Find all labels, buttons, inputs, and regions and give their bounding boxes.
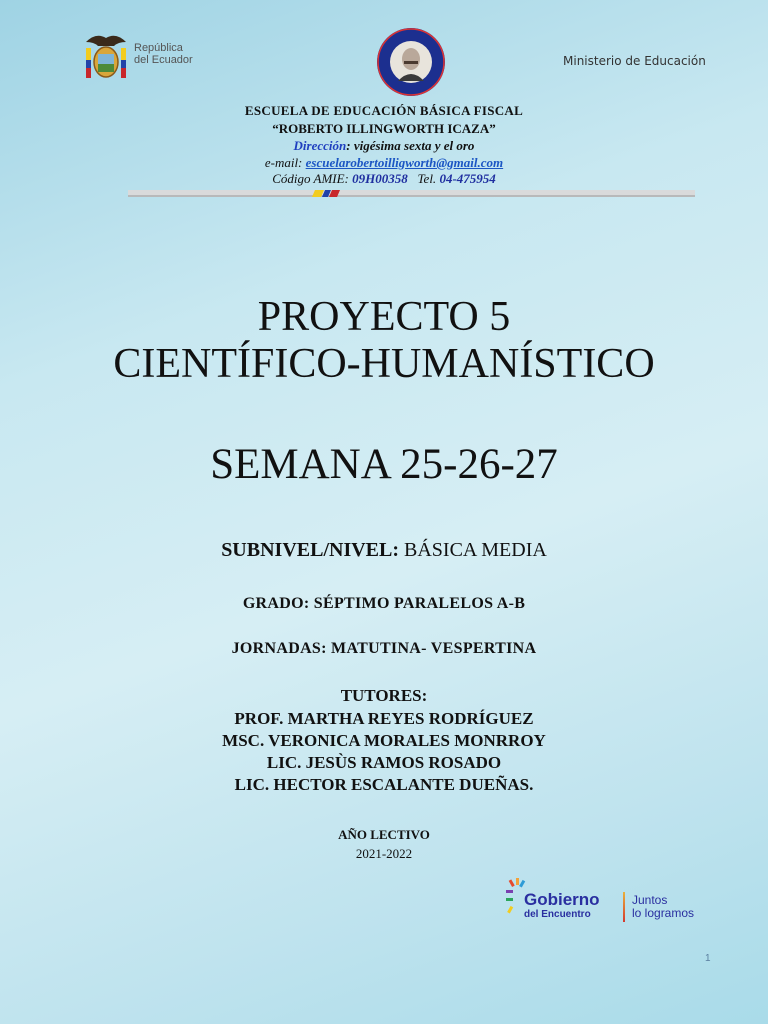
subnivel-label: SUBNIVEL/NIVEL:	[221, 539, 400, 561]
email-line	[0, 155, 768, 171]
tel-label: Tel.	[417, 171, 440, 186]
tutor-name: LIC. JESÙS RAMOS ROSADO	[266, 753, 502, 772]
ecuador-republic-logo	[82, 30, 222, 86]
ministry-label: Ministerio de Educación	[563, 54, 706, 68]
school-seal-icon	[376, 27, 446, 97]
direction-label: Dirección	[293, 138, 347, 153]
week-title: SEMANA 25-26-27	[210, 441, 558, 488]
page-number: 1	[705, 953, 711, 964]
school-name-2: “ROBERTO ILLINGWORTH ICAZA”	[272, 121, 496, 136]
amie-code: 09H00358	[352, 171, 408, 186]
email-link[interactable]: escuelarobertoilligworth@gmail.com	[305, 155, 504, 170]
tutors-label: TUTORES:	[340, 686, 428, 705]
email-label: e-mail:	[264, 155, 306, 170]
tutor-name: LIC. HECTOR ESCALANTE DUEÑAS.	[234, 775, 534, 794]
amie-line	[0, 171, 768, 187]
subnivel-line	[0, 539, 768, 562]
header-divider	[128, 190, 695, 197]
tutor-name: MSC. VERONICA MORALES MONRROY	[222, 731, 546, 750]
amie-label: Código AMIE:	[272, 171, 353, 186]
tel-number: 04-475954	[439, 171, 496, 186]
school-seal-logo	[376, 27, 446, 97]
gobierno-sunburst-icon	[506, 878, 526, 918]
republic-text-2: del Ecuador	[134, 54, 193, 66]
year-label: AÑO LECTIVO	[338, 827, 430, 842]
gobierno-text: Gobierno	[524, 890, 600, 909]
slogan-line-2: lo logramos	[632, 906, 695, 920]
jornadas-line: JORNADAS: MATUTINA- VESPERTINA	[231, 640, 537, 657]
project-subtitle: CIENTÍFICO-HUMANÍSTICO	[113, 341, 655, 387]
direction-value: : vigésima sexta y el oro	[346, 138, 475, 153]
tutor-name: PROF. MARTHA REYES RODRÍGUEZ	[234, 709, 534, 728]
subnivel-value: BÁSICA MEDIA	[399, 539, 547, 561]
year-value: 2021-2022	[355, 846, 413, 861]
gobierno-separator	[623, 892, 625, 922]
school-name: ESCUELA DE EDUCACIÓN BÁSICA FISCAL	[244, 103, 524, 118]
republic-text-1: República	[134, 42, 183, 54]
grado-line: GRADO: SÉPTIMO PARALELOS A-B	[242, 595, 526, 612]
project-title: PROYECTO 5	[257, 294, 511, 340]
direction-line	[0, 138, 768, 154]
ecuador-coat-of-arms-icon	[82, 30, 130, 86]
slogan-line-1: Juntos	[632, 893, 668, 907]
gobierno-subtext: del Encuentro	[524, 909, 591, 920]
gobierno-logo	[506, 876, 716, 924]
